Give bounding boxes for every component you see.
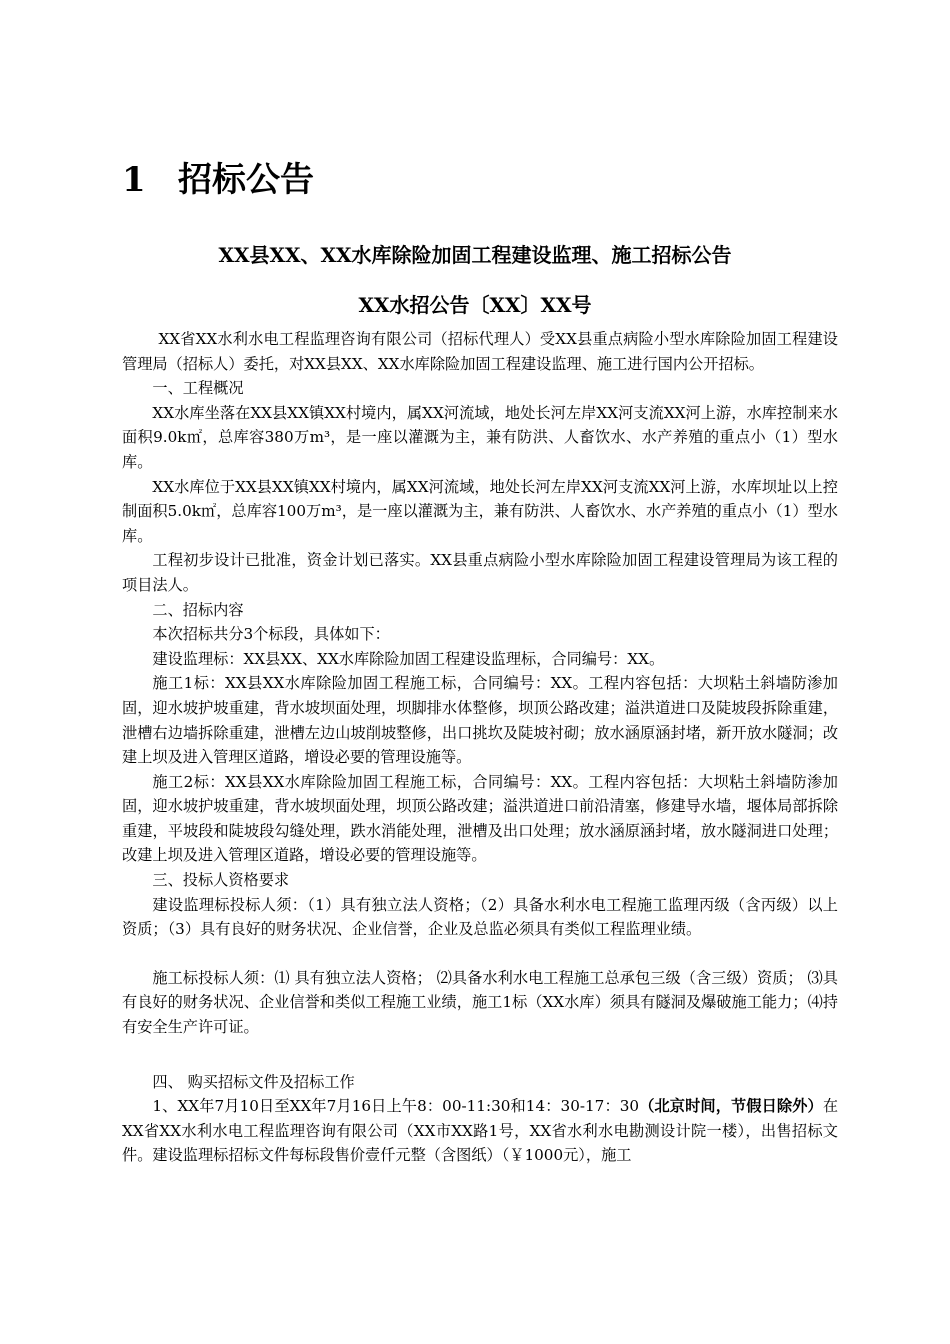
section2-paragraph-2: 建设监理标：XX县XX、XX水库除险加固工程建设监理标，合同编号：XX。 [152,649,665,668]
section1-heading: 一、工程概况 [152,379,244,398]
section3-heading: 三、投标人资格要求 [152,871,290,890]
notice-title: XX县XX、XX水库除险加固工程建设监理、施工招标公告 [218,243,732,267]
section1-paragraph-3: 工程初步设计已批准，资金计划已落实。XX县重点病险小型水库除险加固工程建设管理局为该工程的项目法人。 [122,551,838,594]
chapter-title: 招标公告 [178,160,314,200]
section1-paragraph-1: XX水库坐落在XX县XX镇XX村境内，属XX河流域，地处长河左岸XX河支流XX河上游，水库控制来水面积9.0k㎡，总库容380万m³，是一座以灌溉为主，兼有防洪、人畜饮水、水产养殖的重点小（1）型水库。 [122,403,838,471]
intro-paragraph: XX省XX水利水电工程监理咨询有限公司（招标代理人）受XX县重点病险小型水库除险加固工程建设管理局（招标人）委托，对XX县XX、XX水库除险加固工程建设监理、施工进行国内公开招标。 [122,330,838,373]
section3-paragraph-2: 施工标投标人须：⑴ 具有独立法人资格； ⑵具备水利水电工程施工总承包三级（含三级）资质； ⑶具有良好的财务状况、企业信誉和类似工程施工业绩，施工1标（XX水库）须具有隧洞及爆破施工能力；⑷持有安全生产许可证。 [122,968,838,1037]
chapter-heading [122,152,314,201]
section2-paragraph-4: 施工2标：XX县XX水库除险加固工程施工标，合同编号：XX。工程内容包括：大坝粘土斜墙防渗加固，迎水坡护坡重建，背水坡坝面处理，坝顶公路改建；溢洪道进口前沿清塞，修建导水墙，堰体局部拆除重建，平坡段和陡坡段勾缝处理，跌水消能处理，泄槽及出口处理；放水涵原涵封堵，放水隧洞进口处理；改建上坝及进入管理区道路，增设必要的管理设施等。 [122,772,838,865]
section4-heading: 四、 购买招标文件及招标工作 [152,1072,355,1091]
spacer [122,942,838,966]
chapter-number: 1 [122,160,146,200]
section3-paragraph-1: 建设监理标投标人须：（1）具有独立法人资格；（2）具备水利水电工程施工监理丙级（含丙级）以上资质；（3）具有良好的财务状况、企业信誉，企业及总监必须具有类似工程监理业绩。 [122,895,838,939]
notice-number: XX水招公告〔XX〕XX号 [358,293,592,317]
section2-paragraph-1: 本次招标共分3个标段，具体如下： [152,625,390,644]
section2-heading: 二、招标内容 [152,600,244,619]
section4-text-a: 1、XX年7月10日至XX年7月16日上午8：00-11:30和14：30-17：30 [152,1097,640,1116]
section2-paragraph-3: 施工1标：XX县XX水库除险加固工程施工标，合同编号：XX。工程内容包括：大坝粘土斜墙防渗加固，迎水坡护坡重建，背水坡坝面处理，坝脚排水体整修，坝顶公路改建；溢洪道进口及陡坡段拆除重建，泄槽右边墙拆除重建，泄槽左边山坡削坡整修，出口挑坎及陡坡衬砌；放水涵原涵封堵，新开放水隧洞；改建上坝及进入管理区道路，增设必要的管理设施等。 [122,674,838,767]
notice-body [122,327,838,1168]
section1-paragraph-2: XX水库位于XX县XX镇XX村境内，属XX河流域，地处长河左岸XX河支流XX河上游，水库坝址以上控制面积5.0k㎡，总库容100万m³，是一座以灌溉为主，兼有防洪、人畜饮水、水产养殖的重点小（1）型水库。 [122,477,838,545]
spacer [122,1040,838,1070]
section4-bold-note: （北京时间，节假日除外） [639,1097,823,1116]
section4-paragraph-1 [122,1094,838,1168]
section4-text-b: 在XX省XX水利水电工程监理咨询有限公司（XX市XX路1号，XX省水利水电勘测设计院一楼），出售招标文件。建设监理标招标文件每标段售价壹仟元整（含图纸）（￥1000元），施工 [122,1097,838,1165]
